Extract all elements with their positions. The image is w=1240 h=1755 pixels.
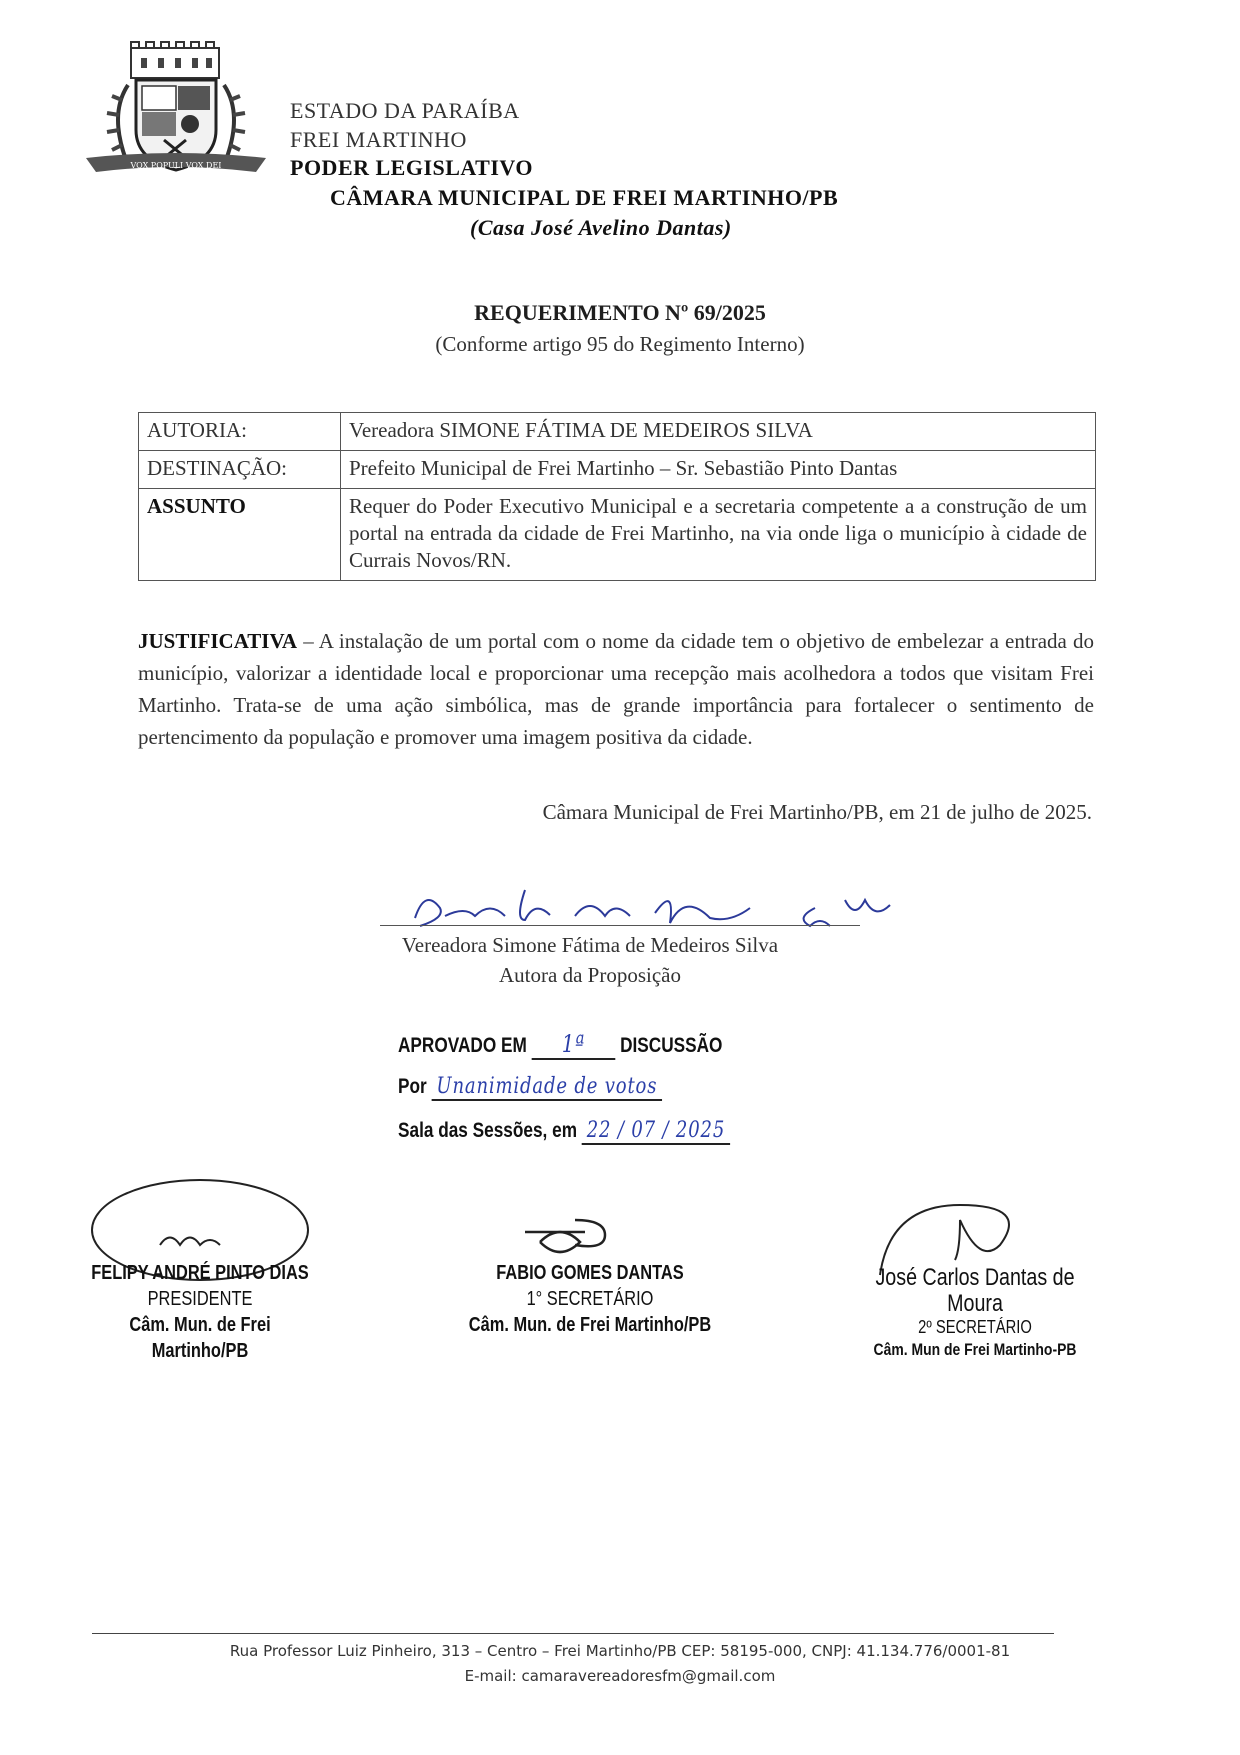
signatory-first-secretary: [467, 1260, 713, 1338]
footer-rule: [92, 1633, 1054, 1634]
footer-email: E-mail: camaravereadoresfm@gmail.com: [464, 1667, 776, 1685]
author-signature-block: [330, 930, 850, 990]
signatory-role: PRESIDENTE: [147, 1288, 253, 1310]
header-power: PODER LEGISLATIVO: [290, 155, 533, 180]
crest-motto: VOX POPULI VOX DEI: [130, 161, 222, 170]
info-table: [138, 412, 1096, 581]
approval-by-label: Por: [398, 1075, 427, 1098]
signatory-name: FELIPY ANDRÉ PINTO DIAS: [91, 1262, 309, 1284]
signatory-name: FABIO GOMES DANTAS: [496, 1262, 684, 1284]
justification-text: – A instalação de um portal com o nome da cidade tem o objetivo de embelezar a entrada do município, valorizar a identidade local e proporcionar uma recepção mais acolhedora a todos que visitam Frei Martinho. Trata-se de uma ação simbólica, mas de grande importância para fortalecer o sentimento de pertencimento da população e promover uma imagem positiva da cidade.: [138, 629, 1094, 749]
table-value-assunto: Requer do Poder Executivo Municipal e a secretaria competente a a construção de um portal na entrada da cidade de Frei Martinho, na via onde liga o município à cidade de Currais Novos/RN.: [341, 489, 1096, 581]
header-chamber: CÂMARA MUNICIPAL DE FREI MARTINHO/PB: [330, 185, 839, 210]
approval-session-label: Sala das Sessões, em: [398, 1119, 578, 1142]
signatory-name: José Carlos Dantas de Moura: [875, 1264, 1075, 1317]
document-subtitle: (Conforme artigo 95 do Regimento Interno): [435, 332, 805, 356]
footer-address: Rua Professor Luiz Pinheiro, 313 – Centro – Frei Martinho/PB CEP: 58195-000, CNPJ: 41.134.776/0001-81: [229, 1642, 1011, 1660]
table-label-destinacao: DESTINAÇÃO:: [139, 451, 341, 489]
header-city: FREI MARTINHO: [290, 127, 467, 152]
justification-paragraph: [138, 625, 1094, 753]
approval-by-fill: Unanimidade de votos: [432, 1074, 663, 1101]
date-line: Câmara Municipal de Frei Martinho/PB, em 21 de julho de 2025.: [542, 800, 1092, 824]
approval-line-2: [398, 1074, 662, 1101]
author-signature: [375, 878, 975, 938]
author-role: Autora da Proposição: [499, 963, 681, 987]
approval-line-3: [398, 1118, 730, 1145]
header-house: (Casa José Avelino Dantas): [470, 215, 732, 240]
signatory-second-secretary: [848, 1265, 1102, 1363]
table-row: [139, 489, 1096, 581]
approval-discussion-label: DISCUSSÃO: [620, 1034, 723, 1057]
signatory-role: 2º SECRETÁRIO: [918, 1317, 1032, 1337]
signatory-org: Câm. Mun de Frei Martinho-PB: [873, 1340, 1077, 1359]
first-secretary-signature: [520, 1210, 620, 1260]
table-label-autoria: AUTORIA:: [139, 413, 341, 451]
signature-line: [380, 925, 860, 926]
approval-label: APROVADO EM: [398, 1034, 527, 1057]
signatory-role: 1° SECRETÁRIO: [526, 1288, 654, 1310]
table-row: [139, 451, 1096, 489]
approval-discussion-fill: 1ª: [532, 1030, 616, 1060]
header-state: ESTADO DA PARAÍBA: [290, 98, 520, 123]
document-title: REQUERIMENTO Nº 69/2025: [474, 300, 766, 325]
table-label-assunto: ASSUNTO: [139, 489, 341, 581]
municipal-crest-logo: [86, 40, 266, 190]
author-name: Vereadora Simone Fátima de Medeiros Silva: [401, 933, 779, 957]
approval-line-1: [398, 1030, 722, 1060]
approval-session-date-fill: 22 / 07 / 2025: [582, 1118, 730, 1145]
table-value-destinacao: Prefeito Municipal de Frei Martinho – Sr. Sebastião Pinto Dantas: [341, 451, 1096, 489]
signatory-org: Câm. Mun. de Frei Martinho/PB: [468, 1314, 712, 1336]
justification-label: JUSTIFICATIVA: [138, 629, 298, 653]
signatory-president: [85, 1260, 315, 1364]
signatory-org: Câm. Mun. de Frei Martinho/PB: [129, 1314, 271, 1362]
table-value-autoria: Vereadora SIMONE FÁTIMA DE MEDEIROS SILVA: [341, 413, 1096, 451]
table-row: [139, 413, 1096, 451]
